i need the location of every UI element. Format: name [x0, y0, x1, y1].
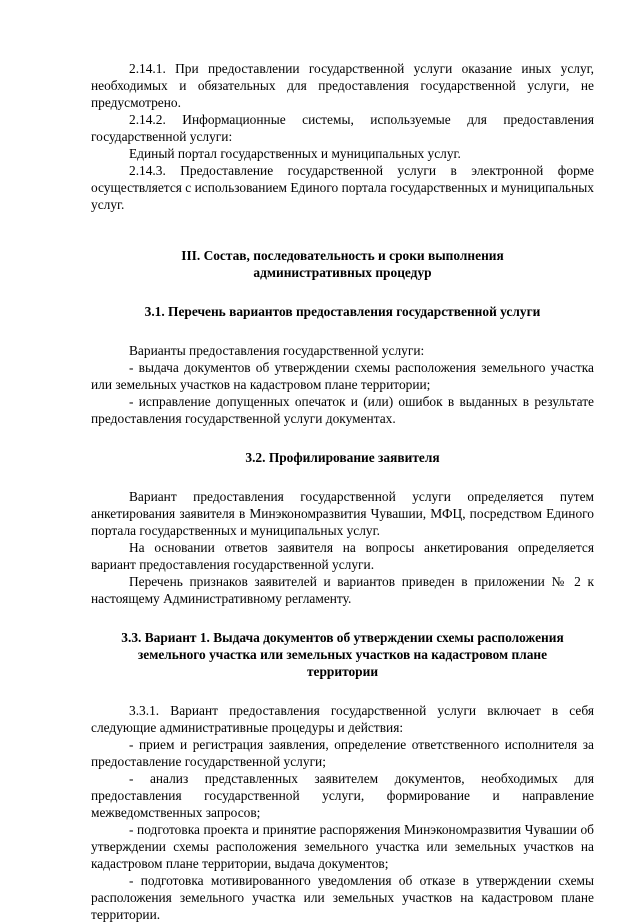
list-item-procedure-1: - прием и регистрация заявления, определение ответственного исполнителя за предоставление государственной услуги;	[91, 737, 594, 769]
section-3-3-heading	[91, 629, 594, 680]
paragraph-3-2-2: На основании ответов заявителя на вопросы анкетирования определяется вариант предоставления государственной услуги.	[91, 540, 594, 572]
paragraph-3-1-intro: Варианты предоставления государственной услуги:	[129, 343, 425, 358]
paragraph-2-14-1: 2.14.1. При предоставлении государственной услуги оказание иных услуг, необходимых и обязательных для предоставления государственной услуги, не предусмотрено.	[91, 61, 594, 110]
paragraph-portal: Единый портал государственных и муниципальных услуг.	[129, 146, 461, 161]
paragraph-2-14-3: 2.14.3. Предоставление государственной услуги в электронной форме осуществляется с использованием Единого портала государственных и муниципальных услуг.	[91, 163, 594, 212]
section-3-1-heading: 3.1. Перечень вариантов предоставления государственной услуги	[144, 304, 541, 319]
paragraph-3-2-1: Вариант предоставления государственной услуги определяется путем анкетирования заявителя в Минэкономразвития Чувашии, МФЦ, посредством Единого портала государственных и муниципальных услуг.	[91, 489, 594, 538]
list-item-variant-1: - выдача документов об утверждении схемы расположения земельного участка или земельных участков на кадастровом плане территории;	[91, 360, 594, 392]
section-3-3-heading-line2: земельного участка или земельных участков на кадастровом плане	[137, 647, 548, 662]
section-3-3-heading-line3: территории	[306, 664, 379, 679]
section-3-3-heading-line1: 3.3. Вариант 1. Выдача документов об утверждении схемы расположения	[121, 630, 564, 645]
section-3-heading	[91, 247, 594, 281]
paragraph-3-3-1: 3.3.1. Вариант предоставления государственной услуги включает в себя следующие административные процедуры и действия:	[91, 703, 594, 735]
list-item-procedure-3: - подготовка проекта и принятие распоряжения Минэкономразвития Чувашии об утверждении схемы расположения земельного участка или земельных участков на кадастровом плане территории, выдача документов;	[91, 822, 594, 871]
section-3-2	[91, 488, 594, 607]
section-3-1	[91, 342, 594, 427]
list-item-procedure-2: - анализ представленных заявителем документов, необходимых для предоставления государственной услуги, формирование и направление межведомственных запросов;	[91, 771, 594, 820]
list-item-variant-2: - исправление допущенных опечаток и (или) ошибок в выданных в результате предоставления государственной услуги документах.	[91, 394, 594, 426]
section-3-2-heading: 3.2. Профилирование заявителя	[245, 450, 440, 465]
paragraph-3-2-3: Перечень признаков заявителей и вариантов приведен в приложении № 2 к настоящему Административному регламенту.	[91, 574, 594, 606]
document-body	[91, 60, 594, 923]
section-2-14	[91, 60, 594, 213]
paragraph-2-14-2: 2.14.2. Информационные системы, используемые для предоставления государственной услуги:	[91, 112, 594, 144]
list-item-procedure-4: - подготовка мотивированного уведомления об отказе в утверждении схемы расположения земельного участка или земельных участков на кадастровом плане территории.	[91, 873, 594, 922]
section-3-3	[91, 702, 594, 923]
section-3-heading-line1: III. Состав, последовательность и сроки выполнения	[181, 248, 504, 263]
section-3-heading-line2: административных процедур	[253, 265, 432, 280]
